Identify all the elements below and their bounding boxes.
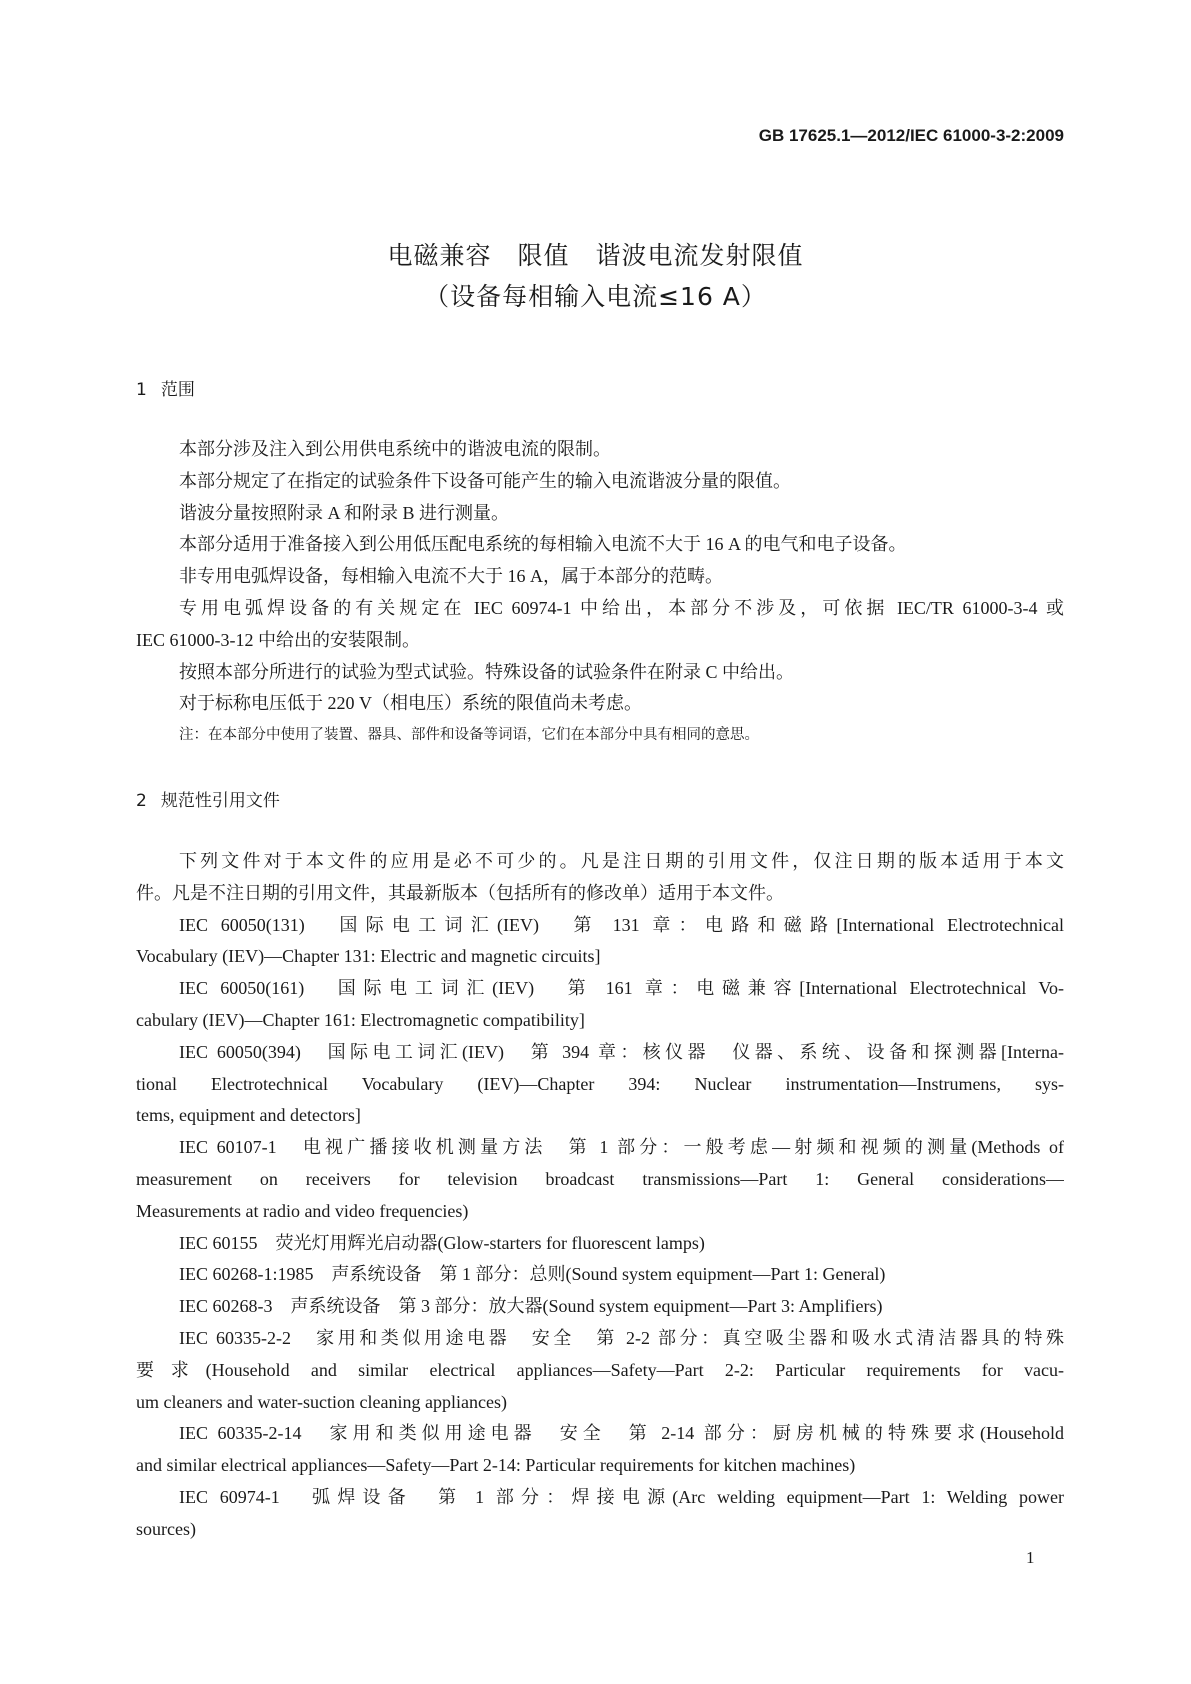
text-line: 按照本部分所进行的试验为型式试验。特殊设备的试验条件在附录 C 中给出。 xyxy=(179,661,795,682)
text-line: Vocabulary (IEV)—Chapter 131: Electric and magnetic circuits] xyxy=(136,946,601,967)
text-line: IEC 60974-1 弧焊设备 第 1 部分：焊接电源(Arc welding equipment—Part 1: Welding power xyxy=(179,1487,1064,1507)
page-number: 1 xyxy=(1026,1548,1035,1567)
text-line: IEC 60050(131) 国际电工词汇(IEV) 第 131 章：电路和磁路[International Electrotechnical xyxy=(179,914,1064,935)
text-line: 本部分规定了在指定的试验条件下设备可能产生的输入电流谐波分量的限值。 xyxy=(179,470,791,491)
text-line: 谐波分量按照附录 A 和附录 B 进行测量。 xyxy=(179,502,510,523)
text-line: cabulary (IEV)—Chapter 161: Electromagnetic compatibility] xyxy=(136,1010,585,1030)
text-line: 下列文件对于本文件的应用是必不可少的。凡是注日期的引用文件，仅注日期的版本适用于本文 xyxy=(179,851,1064,871)
section-title: 范围 xyxy=(160,380,195,400)
document-title: 电磁兼容 限值 谐波电流发射限值 xyxy=(387,241,804,270)
text-line: 本部分涉及注入到公用供电系统中的谐波电流的限制。 xyxy=(179,439,611,459)
text-line: tional Electrotechnical Vocabulary (IEV)—Chapter 394: Nuclear instrumentation—Instrumens, sys- xyxy=(136,1073,1064,1094)
text-line: sources) xyxy=(136,1518,196,1539)
section-title: 规范性引用文件 xyxy=(160,791,280,811)
text-line: 本部分适用于准备接入到公用低压配电系统的每相输入电流不大于 16 A 的电气和电子设备。 xyxy=(179,534,907,555)
text-line: IEC 60050(161) 国际电工词汇(IEV) 第 161 章：电磁兼容[International Electrotechnical Vo- xyxy=(179,978,1064,999)
text-line: 专用电弧焊设备的有关规定在 IEC 60974-1 中给出，本部分不涉及，可依据 IEC/TR 61000-3-4 或 xyxy=(179,598,1064,618)
text-line: um cleaners and water-suction cleaning appliances) xyxy=(136,1391,507,1412)
section-number: 2 xyxy=(136,791,147,811)
section-2-heading xyxy=(136,786,294,811)
text-line: and similar electrical appliances—Safety—Part 2-14: Particular requirements for kitchen machines) xyxy=(136,1455,856,1476)
section-1-heading xyxy=(136,375,209,400)
text-line: 非专用电弧焊设备，每相输入电流不大于 16 A，属于本部分的范畴。 xyxy=(179,566,723,587)
text-line: IEC 60268-1:1985 声系统设备 第 1 部分：总则(Sound system equipment—Part 1: General) xyxy=(179,1264,886,1285)
text-line: 要求(Household and similar electrical appliances—Safety—Part 2-2: Particular requirements for vacu- xyxy=(136,1359,1064,1380)
text-line: Measurements at radio and video frequencies) xyxy=(136,1200,469,1221)
text-line: tems, equipment and detectors] xyxy=(136,1105,361,1126)
text-line: 对于标称电压低于 220 V（相电压）系统的限值尚未考虑。 xyxy=(179,693,642,714)
text-line: measurement on receivers for television broadcast transmissions—Part 1: General considerations— xyxy=(136,1169,1064,1189)
text-line: IEC 60107-1 电视广播接收机测量方法 第 1 部分：一般考虑—射频和视频的测量(Methods of xyxy=(179,1137,1064,1158)
document-code-header: GB 17625.1—2012/IEC 61000-3-2:2009 xyxy=(758,126,1064,145)
document-subtitle: （设备每相输入电流≤16 A） xyxy=(424,282,767,311)
text-line: IEC 60155 荧光灯用辉光启动器(Glow-starters for fluorescent lamps) xyxy=(179,1232,705,1253)
text-line: 件。凡是不注日期的引用文件，其最新版本（包括所有的修改单）适用于本文件。 xyxy=(136,882,784,903)
section-number: 1 xyxy=(136,380,147,400)
text-line: IEC 60268-3 声系统设备 第 3 部分：放大器(Sound system equipment—Part 3: Amplifiers) xyxy=(179,1296,883,1317)
note: 注：在本部分中使用了装置、器具、部件和设备等词语，它们在本部分中具有相同的意思。 xyxy=(179,727,759,743)
text-line: IEC 60335-2-14 家用和类似用途电器 安全 第 2-14 部分：厨房机械的特殊要求(Household xyxy=(179,1423,1064,1444)
text-line: IEC 61000-3-12 中给出的安装限制。 xyxy=(136,629,420,650)
text-line: IEC 60335-2-2 家用和类似用途电器 安全 第 2-2 部分：真空吸尘器和吸水式清洁器具的特殊 xyxy=(179,1328,1064,1348)
text-line: IEC 60050(394) 国际电工词汇(IEV) 第 394 章：核仪器 仪器、系统、设备和探测器[Interna- xyxy=(179,1041,1064,1062)
